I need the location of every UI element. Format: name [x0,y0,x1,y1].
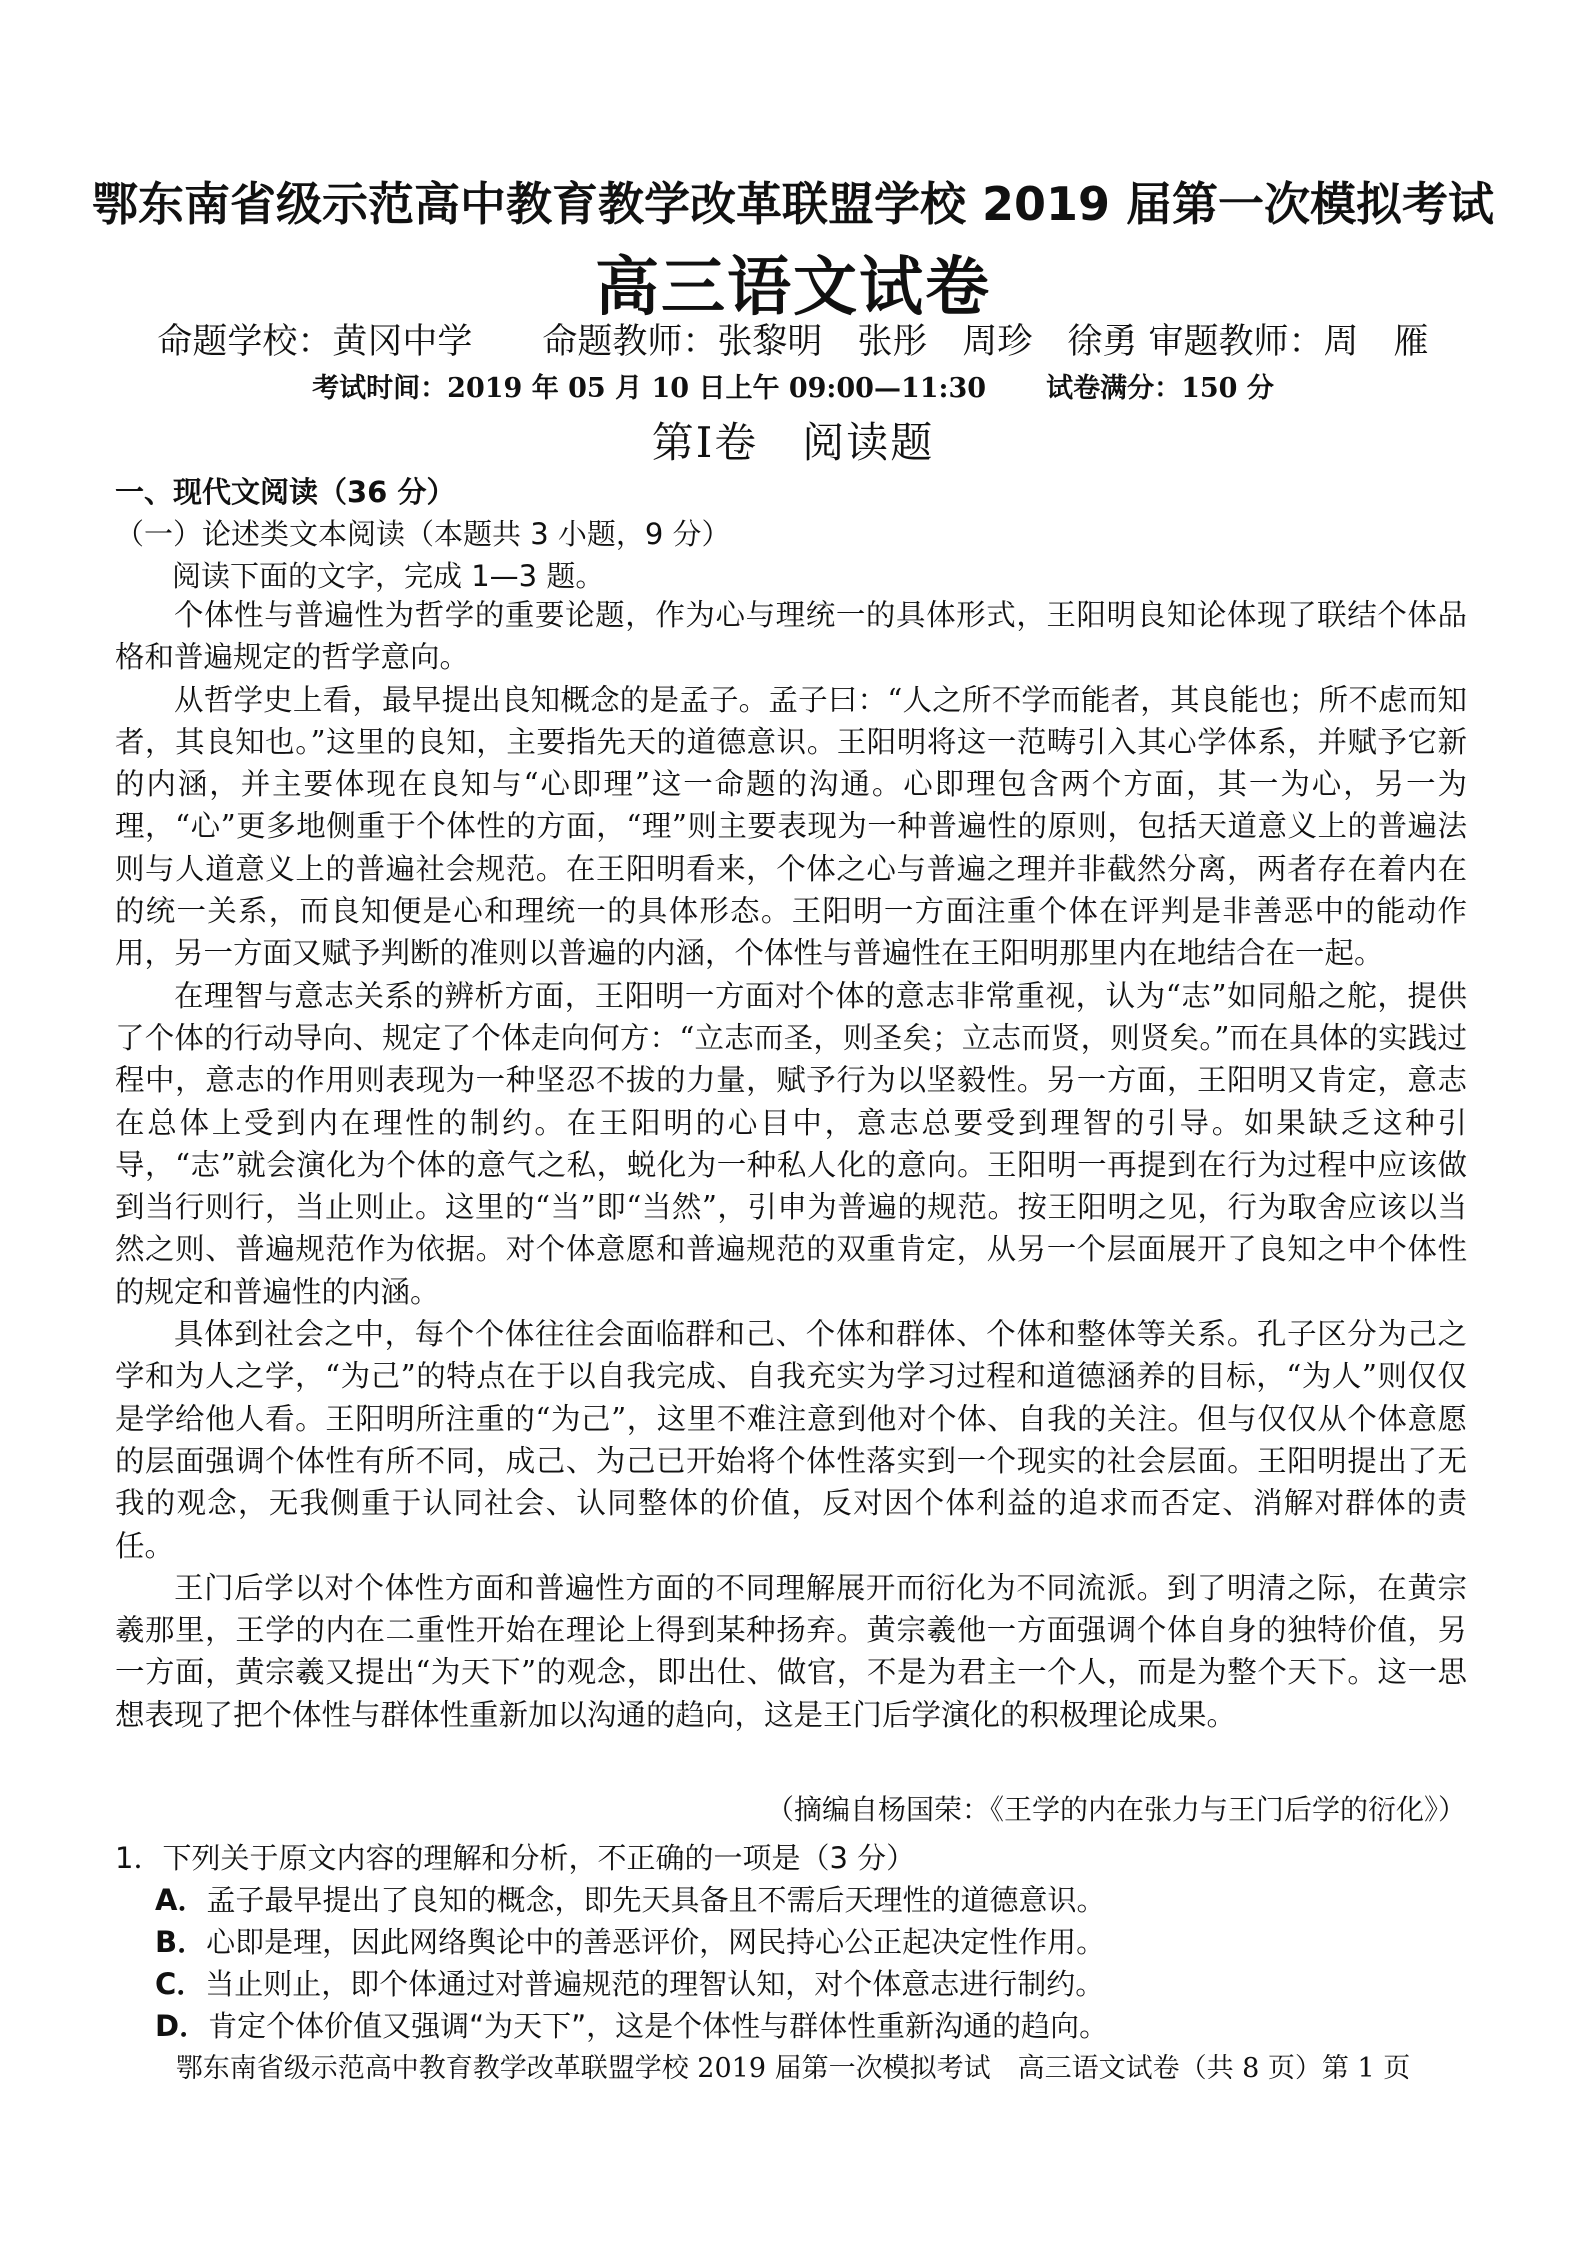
exam-info [0,366,1586,405]
passage-paragraph: 个体性与普遍性为哲学的重要论题，作为心与理统一的具体形式，王阳明良知论体现了联结个体品格和普遍规定的哲学意向。 [115,598,1467,675]
option-d [155,2004,1108,2045]
option-c [155,1962,1104,2003]
part-title: 第Ⅰ卷 阅读题 [651,418,935,467]
passage-paragraph: 王门后学以对个体性方面和普遍性方面的不同理解展开而衍化为不同流派。到了明清之际，在黄宗羲那里，王学的内在二重性开始在理论上得到某种扬弃。黄宗羲他一方面强调个体自身的独特价值，另一方面，黄宗羲又提出“为天下”的观念，即出仕、做官，不是为君主一个人，而是为整个天下。这一思想表现了把个体性与群体性重新加以沟通的趋向，这是王门后学演化的积极理论成果。 [115,1570,1467,1732]
option-text: 孟子最早提出了良知的概念，即先天具备且不需后天理性的道德意识。 [206,1883,1106,1917]
school-heading: 鄂东南省级示范高中教育教学改革联盟学校 2019 届第一次模拟考试 [91,177,1495,231]
option-label: A． [155,1883,207,1917]
page-footer: 鄂东南省级示范高中教育教学改革联盟学校 2019 届第一次模拟考试 高三语文试卷（共 8 页）第 1 页 [175,2053,1411,2084]
option-b [155,1920,1105,1961]
passage-source: （摘编自杨国荣：《王学的内在张力与王门后学的衍化》） [765,1793,1466,1826]
reading-instruction: 阅读下面的文字，完成 1—3 题。 [172,559,605,593]
reading-passage [115,594,1467,1736]
full-score: 试卷满分：150 分 [1046,373,1274,404]
question-stem: 下列关于原文内容的理解和分析，不正确的一项是（3 分） [162,1841,916,1875]
passage-paragraph: 具体到社会之中，每个个体往往会面临群和己、个体和群体、个体和整体等关系。孔子区分为己之学和为人之学，“为己”的特点在于以自我完成、自我充实为学习过程和道德涵养的目标，“为人”则仅仅是学给他人看。王阳明所注重的“为己”，这里不难注意到他对个体、自我的关注。但与仅仅从个体意愿的层面强调个体性有所不同，成己、为己已开始将个体性落实到一个现实的社会层面。王阳明提出了无我的观念，无我侧重于认同社会、认同整体的价值，反对因个体利益的追求而否定、消解对群体的责任。 [115,1317,1467,1563]
option-label: D． [155,2009,209,2043]
passage-paragraph: 从哲学史上看，最早提出良知概念的是孟子。孟子曰：“人之所不学而能者，其良能也；所不虑而知者，其良知也。”这里的良知，主要指先天的道德意识。王阳明将这一范畴引入其心学体系，并赋予它新的内涵，并主要体现在良知与“心即理”这一命题的沟通。心即理包含两个方面，其一为心，另一为理，“心”更多地侧重于个体性的方面，“理”则主要表现为一种普遍性的原则，包括天道意义上的普遍法则与人道意义上的普遍社会规范。在王阳明看来，个体之心与普遍之理并非截然分离，两者存在着内在的统一关系，而良知便是心和理统一的具体形态。王阳明一方面注重个体在评判是非善恶中的能动作用，另一方面又赋予判断的准则以普遍的内涵，个体性与普遍性在王阳明那里内在地结合在一起。 [115,682,1467,971]
option-a [155,1878,1105,1919]
option-text: 当止则止，即个体通过对普遍规范的理智认知，对个体意志进行制约。 [205,1967,1105,2001]
option-text: 肯定个体价值又强调“为天下”，这是个体性与群体性重新沟通的趋向。 [208,2009,1109,2043]
subsection-title: （一）论述类文本阅读（本题共 3 小题，9 分） [115,517,731,551]
question-1 [115,1836,915,1877]
authors-line: 命题学校：黄冈中学 命题教师：张黎明 张彤 周珍 徐勇 审题教师：周 雁 [157,322,1429,362]
option-text: 心即是理，因此网络舆论中的善恶评价，网民持心公正起决定性作用。 [206,1925,1106,1959]
section-title: 一、现代文阅读（36 分） [115,475,456,509]
option-label: C． [155,1967,206,2001]
option-label: B． [155,1925,207,1959]
page-title: 高三语文试卷 [595,251,991,325]
question-number: 1． [115,1841,163,1875]
exam-time: 考试时间：2019 年 05 月 10 日上午 09:00—11:30 [312,373,987,404]
passage-paragraph: 在理智与意志关系的辨析方面，王阳明一方面对个体的意志非常重视，认为“志”如同船之舵，提供了个体的行动导向、规定了个体走向何方：“立志而圣，则圣矣；立志而贤，则贤矣。”而在具体的实践过程中，意志的作用则表现为一种坚忍不拔的力量，赋予行为以坚毅性。另一方面，王阳明又肯定，意志在总体上受到内在理性的制约。在王阳明的心目中，意志总要受到理智的引导。如果缺乏这种引导，“志”就会演化为个体的意气之私，蜕化为一种私人化的意向。王阳明一再提到在行为过程中应该做到当行则行，当止则止。这里的“当”即“当然”，引申为普遍的规范。按王阳明之见，行为取舍应该以当然之则、普遍规范作为依据。对个体意愿和普遍规范的双重肯定，从另一个层面展开了良知之中个体性的规定和普遍性的内涵。 [115,978,1467,1309]
